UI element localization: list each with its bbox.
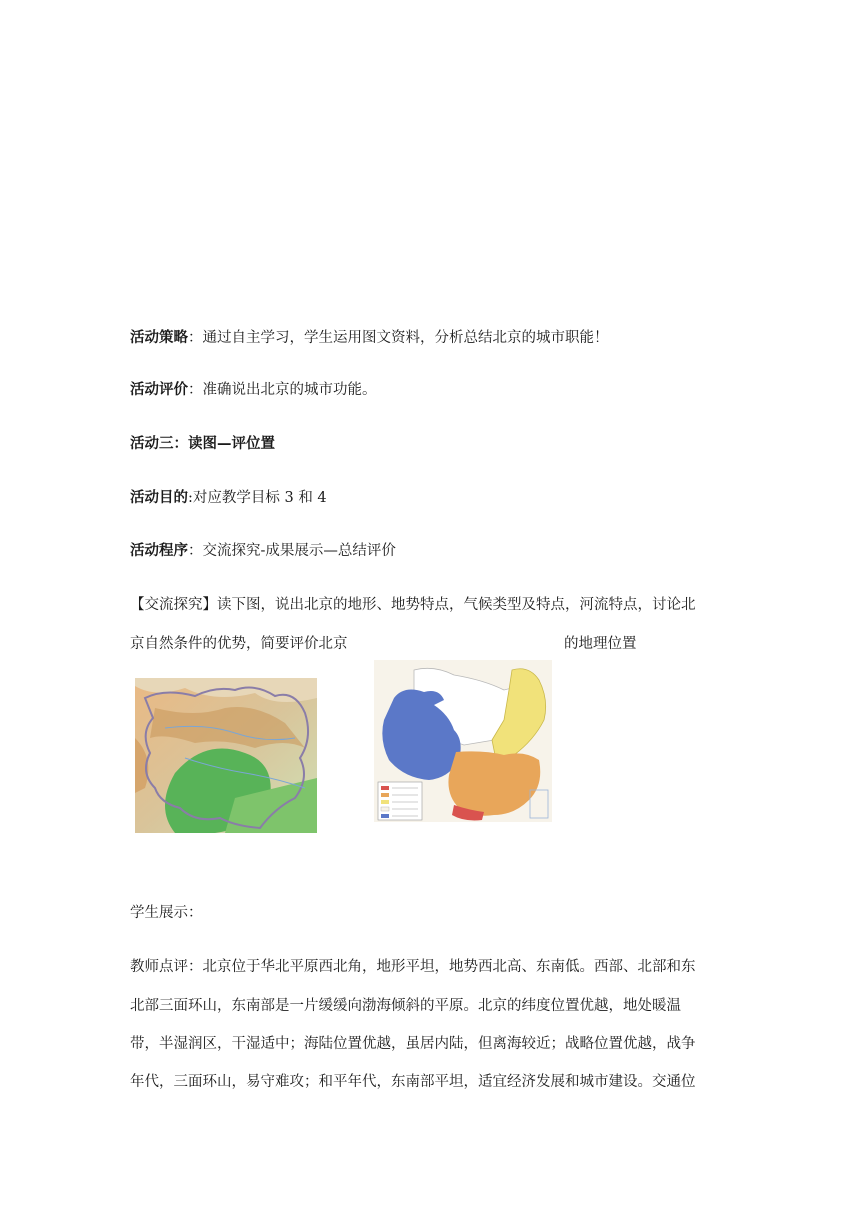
activity-procedure	[130, 541, 396, 561]
teacher-comment-line-1: 教师点评：北京位于华北平原西北角，地形平坦，地势西北高、东南低。西部、北部和东	[130, 959, 696, 975]
teacher-comment-line-2: 北部三面环山，东南部是一片缓缓向渤海倾斜的平原。北京的纬度位置优越，地处暖温	[130, 998, 681, 1014]
procedure-text: ：交流探究-成果展示—总结评价	[188, 543, 396, 559]
activity-evaluation	[130, 380, 377, 400]
strategy-text: ：通过自主学习，学生运用图文资料，分析总结北京的城市职能！	[188, 330, 609, 346]
exchange-line-2-right: 的地理位置	[564, 636, 637, 652]
china-climate-map-icon	[374, 660, 552, 822]
purpose-text: :对应教学目标 3 和 4	[188, 490, 327, 506]
student-show: 学生展示：	[130, 905, 203, 921]
beijing-topographic-map-icon	[135, 678, 317, 833]
evaluation-label: 活动评价	[130, 382, 188, 398]
activity-purpose	[130, 488, 327, 508]
procedure-label: 活动程序	[130, 543, 188, 559]
teacher-comment-line-4: 年代，三面环山，易守难攻；和平年代，东南部平坦，适宜经济发展和城市建设。交通位	[130, 1074, 696, 1090]
strategy-label: 活动策略	[130, 330, 188, 346]
activity-strategy	[130, 328, 609, 348]
activity3-title: 活动三：读图—评位置	[130, 436, 275, 452]
purpose-label: 活动目的	[130, 490, 188, 506]
exchange-line-1: 【交流探究】读下图，说出北京的地形、地势特点，气候类型及特点，河流特点，讨论北	[130, 597, 696, 613]
evaluation-text: ：准确说出北京的城市功能。	[188, 382, 377, 398]
teacher-comment-line-3: 带，半湿润区，干湿适中；海陆位置优越，虽居内陆，但离海较近；战略位置优越，战争	[130, 1036, 696, 1052]
exchange-line-2-left: 京自然条件的优势，简要评价北京	[130, 636, 348, 652]
